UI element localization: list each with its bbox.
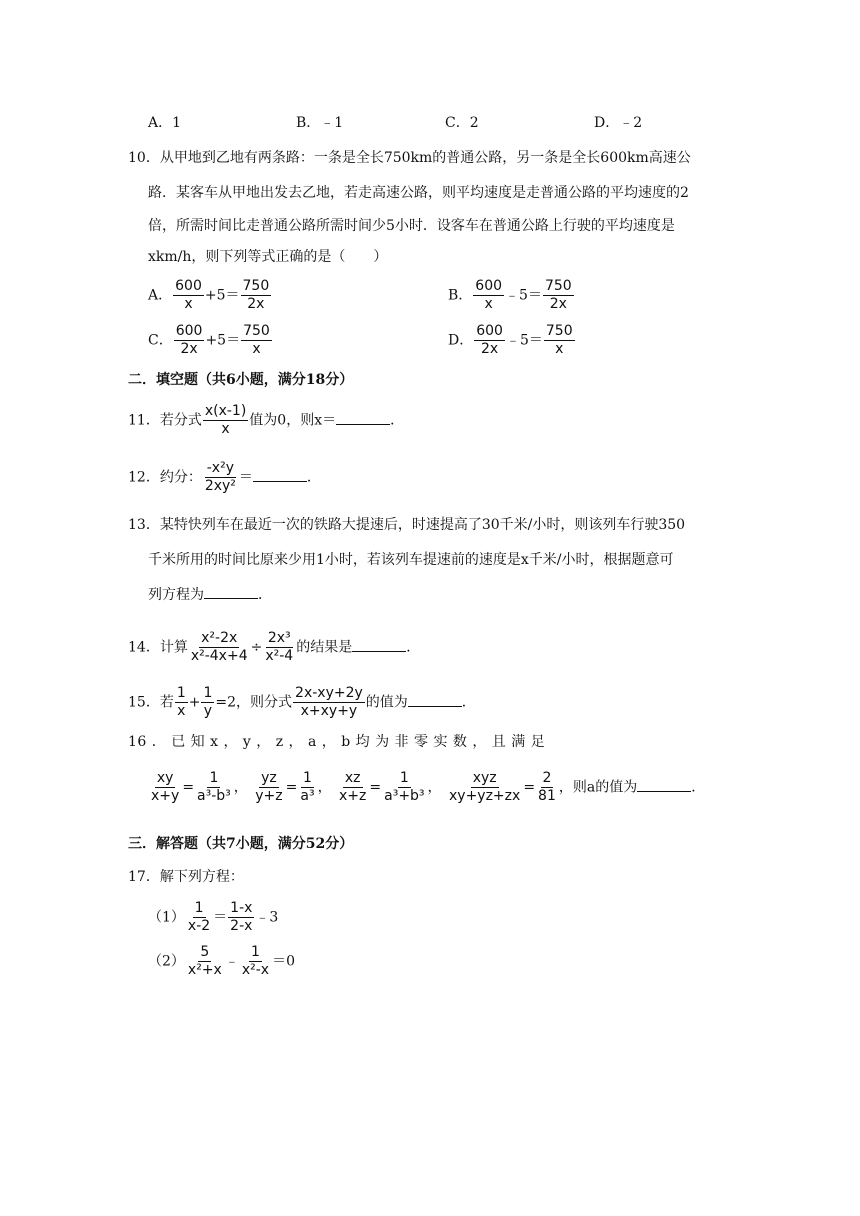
q11: 11．若分式 $\frac{x(x-1)}{x}$ 值为0，则x＝ ． [128,403,405,437]
q16-line1: 16 ． 已 知 x ， y ， z ， a ， b 均 为 非 零 实 数 ， 且 满 足 [128,734,546,750]
q9-option-d: D．﹣2 [594,115,643,131]
q9-option-a: A．1 [148,115,182,131]
q9-option-b: B．﹣1 [296,115,344,131]
q9-option-c: C．2 [445,115,479,131]
q15: 15．若 $\frac{1}{x}$ + $\frac{1}{y}$ =2，则分式 $\frac{2x-xy+2y}{x+xy+y}$ 的值为 ． [128,685,476,719]
q10-line3: 倍，所需时间比走普通公路所需时间少5小时．设客车在普通公路上行驶的平均速度是 [148,218,675,234]
q16-conditions: $\frac{xy}{x+y}$ = $\frac{1}{\text{a³-b³}}$ ， $\frac{yz}{y+z}$ = $\frac{1}{\text{a³}}$ ， $\frac{xz}{x+z}$ = $\frac{1}{\text{a³+b³}}$ ， $\frac{\text{xyz}}{xy+yz+zx}$ = $\frac{2}{81}$ ，则a的值为 ． [151,770,706,804]
q12-answer-blank [253,467,307,482]
q17-part2: （2） $\frac{5}{\text{x²+x}}$ ﹣ $\frac{1}{\text{x²-x}}$ ＝0 [148,944,295,978]
q10-line1: 10．从甲地到乙地有两条路：一条是全长750km的普通公路，另一条是全长600km高速公 [128,150,691,166]
q16-answer-blank [637,777,691,792]
q12: 12．约分： $\frac{\text{-x²y}}{\text{2xy²}}$ ＝ ． [128,460,321,494]
q17-title: 17．解下列方程： [128,869,244,885]
q10-line2: 路．某客车从甲地出发去乙地，若走高速公路，则平均速度是走普通公路的平均速度的2 [148,185,689,201]
q11-answer-blank [336,410,390,425]
q10-option-b: B． $\frac{600}{x}$ ﹣5＝ $\frac{750}{2x}$ [448,278,572,312]
q15-answer-blank [408,692,462,707]
section3-heading: 三．解答题（共7小题，满分52分） [128,836,354,852]
q10-option-c: C． $\frac{600}{2x}$ +5＝ $\frac{750}{x}$ [148,323,270,357]
q13-answer-blank [204,584,258,599]
q10-option-d: D． $\frac{600}{2x}$ ﹣5＝ $\frac{750}{x}$ [448,323,573,357]
q14: 14．计算 $\frac{\text{x²-2x}}{\text{x²-4x+4}}$ ÷ $\frac{\text{2x³}}{\text{x²-4}}$ 的结果是 ． [128,630,421,664]
q10-line4: xkm/h，则下列等式正确的是（ ） [148,249,388,265]
section2-heading: 二．填空题（共6小题，满分18分） [128,372,354,388]
q17-part1: （1） $\frac{1}{x-2}$ ＝ $\frac{1-x}{2-x}$ ﹣3 [148,900,279,934]
q14-answer-blank [352,637,406,652]
q10-option-a: A． $\frac{600}{x}$ +5＝ $\frac{750}{2x}$ [148,278,270,312]
q13-line3: 列方程为 ． [148,584,272,605]
q13-line1: 13．某特快列车在最近一次的铁路大提速后，时速提高了30千米/小时，则该列车行驶350 [128,517,686,533]
q13-line2: 千米所用的时间比原来少用1小时，若该列车提速前的速度是x千米/小时，根据题意可 [148,552,674,568]
